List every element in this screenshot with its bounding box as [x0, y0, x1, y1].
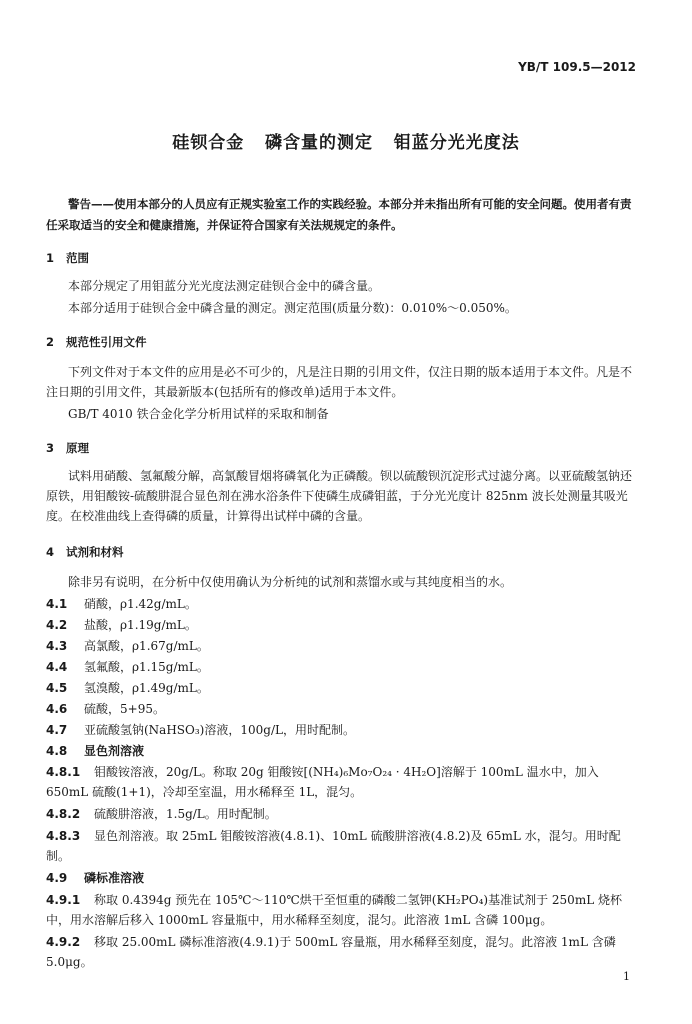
section-4-heading — [46, 542, 642, 562]
list-item: 4.8.3 显色剂溶液。取 25mL 钼酸铵溶液(4.8.1)、10mL 硫酸肼溶液(4.8.2)及 65mL 水，混匀。用时配制。 — [46, 829, 621, 863]
section-2-paragraph-1: 下列文件对于本文件的应用是必不可少的，凡是注日期的引用文件，仅注日期的版本适用于本文件。凡是不注日期的引用文件，其最新版本(包括所有的修改单)适用于本文件。 — [46, 365, 633, 399]
subsection-4-9-heading: 4.9 磷标准溶液 — [46, 871, 145, 885]
list-item: 4.2 盐酸，ρ1.19g/mL。 — [46, 618, 197, 632]
section-number: 2 — [46, 335, 55, 349]
list-item: 4.8.1 钼酸铵溶液，20g/L。称取 20g 钼酸铵[(NH₄)₆Mo₇O₂₄ · 4H₂O]溶解于 100mL 温水中，加入 650mL 硫酸(1+1)，冷却至室温，用水稀释至 1L，混匀。 — [46, 765, 599, 799]
document-title: 硅钡合金 磷含量的测定 钼蓝分光光度法 — [172, 133, 520, 153]
section-4-paragraph-1: 除非另有说明，在分析中仅使用确认为分析纯的试剂和蒸馏水或与其纯度相当的水。 — [68, 575, 513, 589]
section-2-reference: GB/T 4010 铁合金化学分析用试样的采取和制备 — [68, 407, 329, 421]
list-item: 4.3 高氯酸，ρ1.67g/mL。 — [46, 639, 209, 653]
section-title: 试剂和材料 — [66, 545, 124, 559]
list-item: 4.5 氢溴酸，ρ1.49g/mL。 — [46, 681, 209, 695]
list-item: 4.9.1 称取 0.4394g 预先在 105℃～110℃烘干至恒重的磷酸二氢钾(KH₂PO₄)基准试剂于 250mL 烧杯中，用水溶解后移入 1000mL 容量瓶中，用水稀释至刻度，混匀。此溶液 1mL 含磷 100μg。 — [46, 893, 622, 927]
section-number: 3 — [46, 441, 55, 455]
warning-paragraph: 警告——使用本部分的人员应有正规实验室工作的实践经验。本部分并未指出所有可能的安全问题。使用者有责任采取适当的安全和健康措施，并保证符合国家有关法规规定的条件。 — [46, 197, 632, 232]
section-number: 4 — [46, 545, 55, 559]
section-number: 1 — [46, 251, 55, 265]
section-title: 规范性引用文件 — [66, 335, 147, 349]
subsection-4-8-list — [46, 762, 642, 972]
section-3-heading — [46, 438, 642, 458]
list-item: 4.1 硝酸，ρ1.42g/mL。 — [46, 597, 197, 611]
section-1-paragraph-1: 本部分规定了用钼蓝分光光度法测定硅钡合金中的磷含量。 — [68, 279, 381, 293]
list-item: 4.7 亚硫酸氢钠(NaHSO₃)溶液，100g/L，用时配制。 — [46, 723, 355, 737]
section-1-heading — [46, 248, 642, 268]
standard-code: YB/T 109.5—2012 — [518, 60, 636, 74]
section-2-heading — [46, 332, 642, 352]
section-3-paragraph-1: 试料用硝酸、氢氟酸分解，高氯酸冒烟将磷氧化为正磷酸。钡以硫酸钡沉淀形式过滤分离。以亚硫酸氢钠还原铁，用钼酸铵-硫酸肼混合显色剂在沸水浴条件下使磷生成磷钼蓝，于分光光度计 825nm 波长处测量其吸光度。在校准曲线上查得磷的质量，计算得出试样中磷的含量。 — [46, 469, 633, 523]
section-1-paragraph-2: 本部分适用于硅钡合金中磷含量的测定。测定范围(质量分数)：0.010%～0.050%。 — [68, 301, 517, 315]
section-title: 范围 — [66, 251, 89, 265]
subsection-4-8-heading: 4.8 显色剂溶液 — [46, 744, 145, 758]
list-item: 4.6 硫酸，5+95。 — [46, 702, 165, 716]
reagent-list — [46, 594, 642, 762]
list-item: 4.4 氢氟酸，ρ1.15g/mL。 — [46, 660, 209, 674]
section-title: 原理 — [66, 441, 89, 455]
list-item: 4.8.2 硫酸肼溶液，1.5g/L。用时配制。 — [46, 807, 277, 821]
list-item: 4.9.2 移取 25.00mL 磷标准溶液(4.9.1)于 500mL 容量瓶，用水稀释至刻度，混匀。此溶液 1mL 含磷 5.0μg。 — [46, 935, 616, 969]
page-number: 1 — [623, 970, 630, 983]
